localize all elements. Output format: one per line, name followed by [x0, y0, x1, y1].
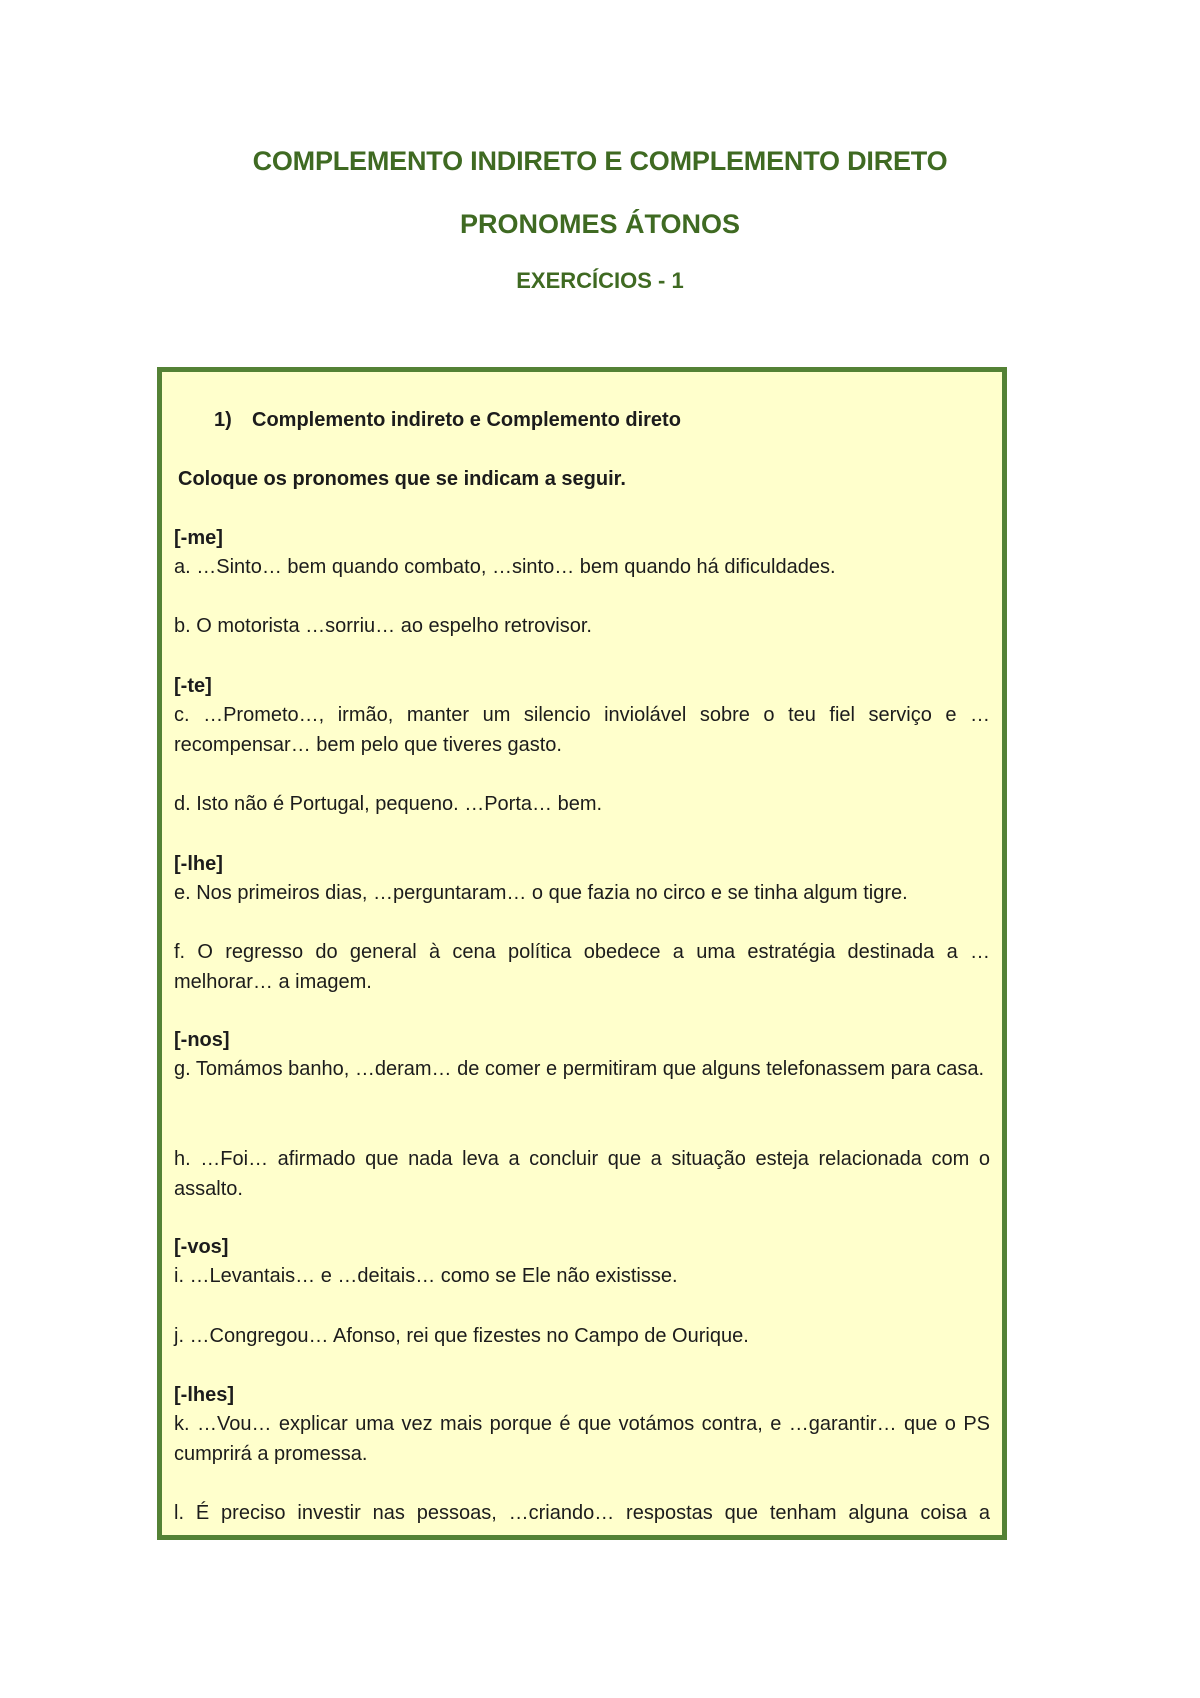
pronoun-label: [-vos]	[174, 1236, 229, 1258]
exercise-item-e: e. Nos primeiros dias, …perguntaram… o que fazia no circo e se tinha algum tigre.	[174, 882, 908, 904]
exercise-box	[157, 367, 1007, 1540]
pronoun-group-nos	[174, 1026, 990, 1085]
exercise-item-b-wrap	[174, 612, 990, 642]
exercise-item-c: c. …Prometo…, irmão, manter um silencio inviolável sobre o teu fiel serviço e … recompensar… bem pelo que tiveres gasto.	[174, 704, 990, 756]
pronoun-group-me	[174, 524, 990, 583]
exercise-item-l: l. É preciso investir nas pessoas, …criando… respostas que tenham alguna coisa a	[174, 1502, 990, 1524]
pronoun-label: [-lhe]	[174, 853, 223, 875]
exercise-heading: EXERCÍCIOS - 1	[516, 268, 684, 293]
instruction: Coloque os pronomes que se indicam a seguir.	[178, 468, 626, 490]
pronoun-group-vos	[174, 1233, 990, 1292]
exercise-item-b: b. O motorista …sorriu… ao espelho retrovisor.	[174, 615, 592, 637]
pronoun-group-te	[174, 672, 990, 760]
exercise-item-a: a. …Sinto… bem quando combato, …sinto… bem quando há dificuldades.	[174, 556, 836, 578]
exercise-item-d: d. Isto não é Portugal, pequeno. …Porta… bem.	[174, 793, 603, 815]
exercise-item-f-wrap	[174, 938, 990, 997]
section-title-text: Complemento indireto e Complemento direto	[252, 409, 681, 431]
exercise-item-f: f. O regresso do general à cena política obedece a uma estratégia destinada a … melhorar… a imagem.	[174, 941, 990, 993]
section-number: 1)	[214, 409, 232, 431]
exercise-item-h-wrap	[174, 1145, 990, 1204]
exercise-item-g: g. Tomámos banho, …deram… de comer e permitiram que alguns telefonassem para casa.	[174, 1058, 985, 1080]
page-title: COMPLEMENTO INDIRETO E COMPLEMENTO DIRETO	[252, 146, 948, 176]
section-title	[214, 409, 681, 432]
exercise-item-k: k. …Vou… explicar uma vez mais porque é que votámos contra, e …garantir… que o PS cumprirá a promessa.	[174, 1413, 990, 1465]
exercise-item-l-wrap	[174, 1499, 990, 1529]
exercise-item-i: i. …Levantais… e …deitais… como se Ele não existisse.	[174, 1265, 678, 1287]
exercise-item-h: h. …Foi… afirmado que nada leva a concluir que a situação esteja relacionada com o assalto.	[174, 1148, 990, 1200]
pronoun-label: [-me]	[174, 527, 223, 549]
exercise-item-j-wrap	[174, 1322, 990, 1352]
pronoun-group-lhe	[174, 850, 990, 909]
pronoun-label: [-lhes]	[174, 1384, 234, 1406]
pronoun-label: [-te]	[174, 675, 212, 697]
exercise-item-j: j. …Congregou… Afonso, rei que fizestes no Campo de Ourique.	[174, 1325, 749, 1347]
exercise-item-d-wrap	[174, 790, 990, 820]
pronoun-group-lhes	[174, 1381, 990, 1469]
page-subtitle: PRONOMES ÁTONOS	[459, 209, 741, 239]
pronoun-label: [-nos]	[174, 1029, 230, 1051]
